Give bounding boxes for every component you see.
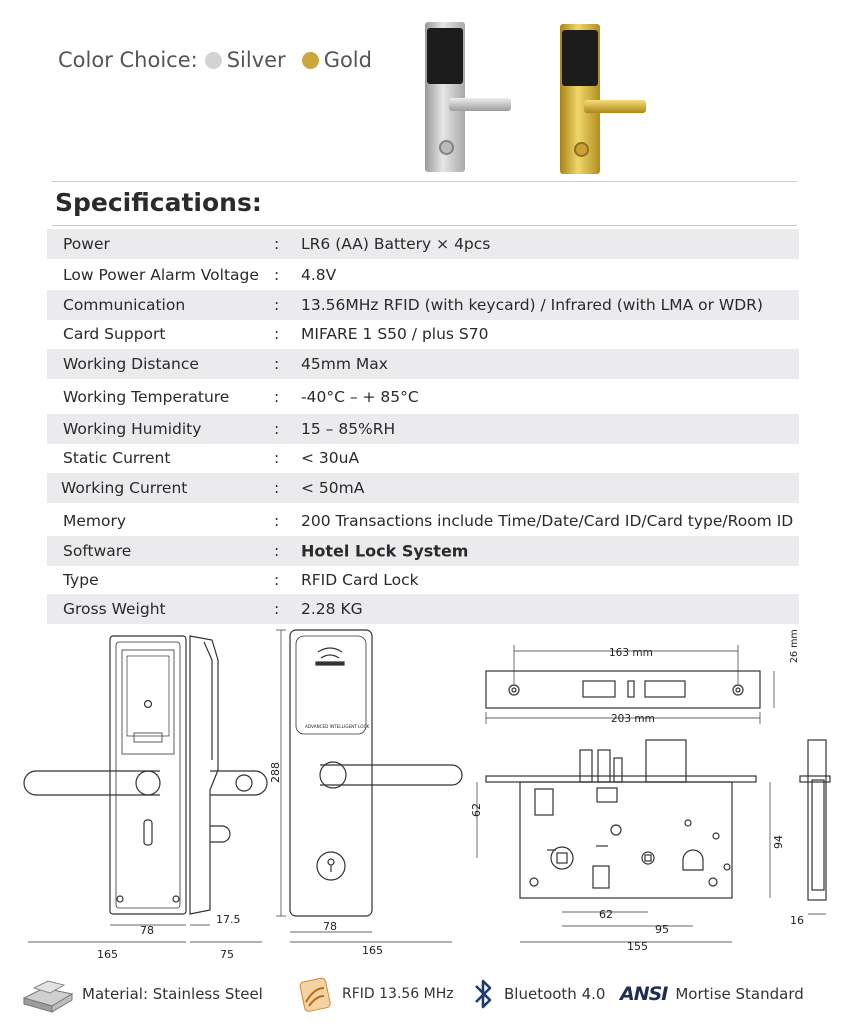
- spec-separator: :: [274, 571, 280, 589]
- gold-lock-image: [560, 24, 650, 174]
- spec-row: [47, 473, 799, 503]
- spec-row: [47, 382, 799, 412]
- spec-key: Software: [63, 542, 132, 560]
- gold-swatch[interactable]: [302, 52, 319, 69]
- spec-row: [47, 290, 799, 320]
- dim-lock-total: 165: [362, 944, 383, 957]
- feature-bluetooth: [470, 972, 605, 1016]
- spec-value: Hotel Lock System: [301, 541, 469, 561]
- spec-key: Communication: [63, 296, 186, 314]
- spec-separator: :: [274, 420, 280, 438]
- spec-row: [47, 260, 799, 290]
- spec-row: [47, 229, 799, 259]
- spec-separator: :: [274, 325, 280, 343]
- silver-option-label: Silver: [226, 48, 286, 72]
- dimension-lines: [28, 925, 452, 942]
- spec-separator: :: [274, 479, 280, 497]
- spec-row: [47, 594, 799, 624]
- spec-key: Working Distance: [63, 355, 199, 373]
- silver-swatch[interactable]: [205, 52, 222, 69]
- bluetooth-icon: [470, 976, 498, 1012]
- spec-value: < 50mA: [301, 479, 365, 497]
- side-view-drawing: [190, 636, 267, 914]
- spec-separator: :: [274, 296, 280, 314]
- spec-separator: :: [274, 449, 280, 467]
- dim-faceplate-height: 26 mm: [789, 629, 800, 663]
- gold-option-label: Gold: [323, 48, 372, 72]
- feature-rfid: [294, 972, 454, 1016]
- spec-row: [47, 565, 799, 595]
- specifications-title: Specifications:: [55, 188, 262, 217]
- dim-faceplate-hole: 163 mm: [609, 647, 653, 659]
- dim-faceplate-length: 203 mm: [611, 713, 655, 725]
- dim-body-left: 62: [470, 803, 483, 817]
- spec-value: MIFARE 1 S50 / plus S70: [301, 325, 489, 343]
- spec-separator: :: [274, 235, 280, 253]
- feature-label: Bluetooth 4.0: [504, 985, 606, 1003]
- spec-value: RFID Card Lock: [301, 571, 419, 589]
- dim-lock-width: 78: [323, 920, 337, 933]
- spec-separator: :: [274, 266, 280, 284]
- front-view-drawing: [24, 636, 186, 914]
- dim-side-total: 75: [220, 948, 234, 961]
- spec-key: Low Power Alarm Voltage: [63, 266, 259, 284]
- color-choice: [58, 48, 372, 72]
- spec-value: 200 Transactions include Time/Date/Card ID/Card type/Room ID: [301, 512, 794, 530]
- spec-key: Static Current: [63, 449, 171, 467]
- dim-side-depth: 17.5: [216, 913, 241, 926]
- spec-row: [47, 414, 799, 444]
- spec-row: [47, 536, 799, 566]
- spec-separator: :: [274, 355, 280, 373]
- feature-label: Mortise Standard: [675, 985, 804, 1003]
- silver-lock-image: [425, 22, 515, 174]
- mortise-side-drawing: [800, 740, 830, 914]
- dim-front-total: 165: [97, 948, 118, 961]
- dim-front-width: 78: [140, 924, 154, 937]
- lock-brand-label: ADVANCED INTELLIGENT LOCK: [305, 724, 370, 729]
- spec-key: Gross Weight: [63, 600, 166, 618]
- spec-key: Type: [63, 571, 99, 589]
- technical-drawing: [0, 625, 855, 965]
- spec-key: Working Current: [61, 479, 188, 497]
- mortise-body-drawing: [477, 740, 770, 942]
- spec-value: 4.8V: [301, 266, 337, 284]
- dim-body-height: 94: [772, 835, 785, 849]
- spec-row: [47, 319, 799, 349]
- ansi-icon: ANSI: [620, 983, 668, 1005]
- dim-lock-height: 288: [269, 762, 282, 783]
- spec-key: Card Support: [63, 325, 166, 343]
- spec-row: [47, 506, 799, 536]
- lock-face-drawing: [276, 630, 462, 916]
- spec-value: -40°C – + 85°C: [301, 388, 419, 406]
- spec-separator: :: [274, 600, 280, 618]
- dim-155: 155: [627, 940, 648, 953]
- feature-ansi: [620, 972, 804, 1016]
- divider: [52, 225, 797, 226]
- feature-material: [20, 972, 263, 1016]
- feature-label: Material: Stainless Steel: [82, 985, 263, 1003]
- spec-value: LR6 (AA) Battery × 4pcs: [301, 235, 491, 253]
- spec-separator: :: [274, 542, 280, 560]
- divider: [52, 181, 797, 182]
- spec-separator: :: [274, 512, 280, 530]
- spec-value: < 30uA: [301, 449, 360, 467]
- spec-key: Working Temperature: [63, 388, 230, 406]
- stainless-steel-icon: [20, 974, 76, 1014]
- spec-key: Working Humidity: [63, 420, 202, 438]
- dim-95: 95: [655, 923, 669, 936]
- spec-value: 13.56MHz RFID (with keycard) / Infrared (with LMA or WDR): [301, 296, 763, 314]
- spec-value: 15 – 85%RH: [301, 420, 396, 438]
- feature-label: RFID 13.56 MHz: [342, 986, 454, 1002]
- spec-value: 45mm Max: [301, 355, 388, 373]
- spec-separator: :: [274, 388, 280, 406]
- spec-row: [47, 349, 799, 379]
- rfid-icon: [294, 974, 334, 1014]
- spec-key: Memory: [63, 512, 127, 530]
- dim-body-thickness: 16: [790, 914, 804, 927]
- spec-key: Power: [63, 235, 110, 253]
- color-choice-label: Color Choice:: [58, 48, 198, 72]
- dim-62: 62: [599, 908, 613, 921]
- spec-row: [47, 443, 799, 473]
- spec-value: 2.28 KG: [301, 600, 363, 618]
